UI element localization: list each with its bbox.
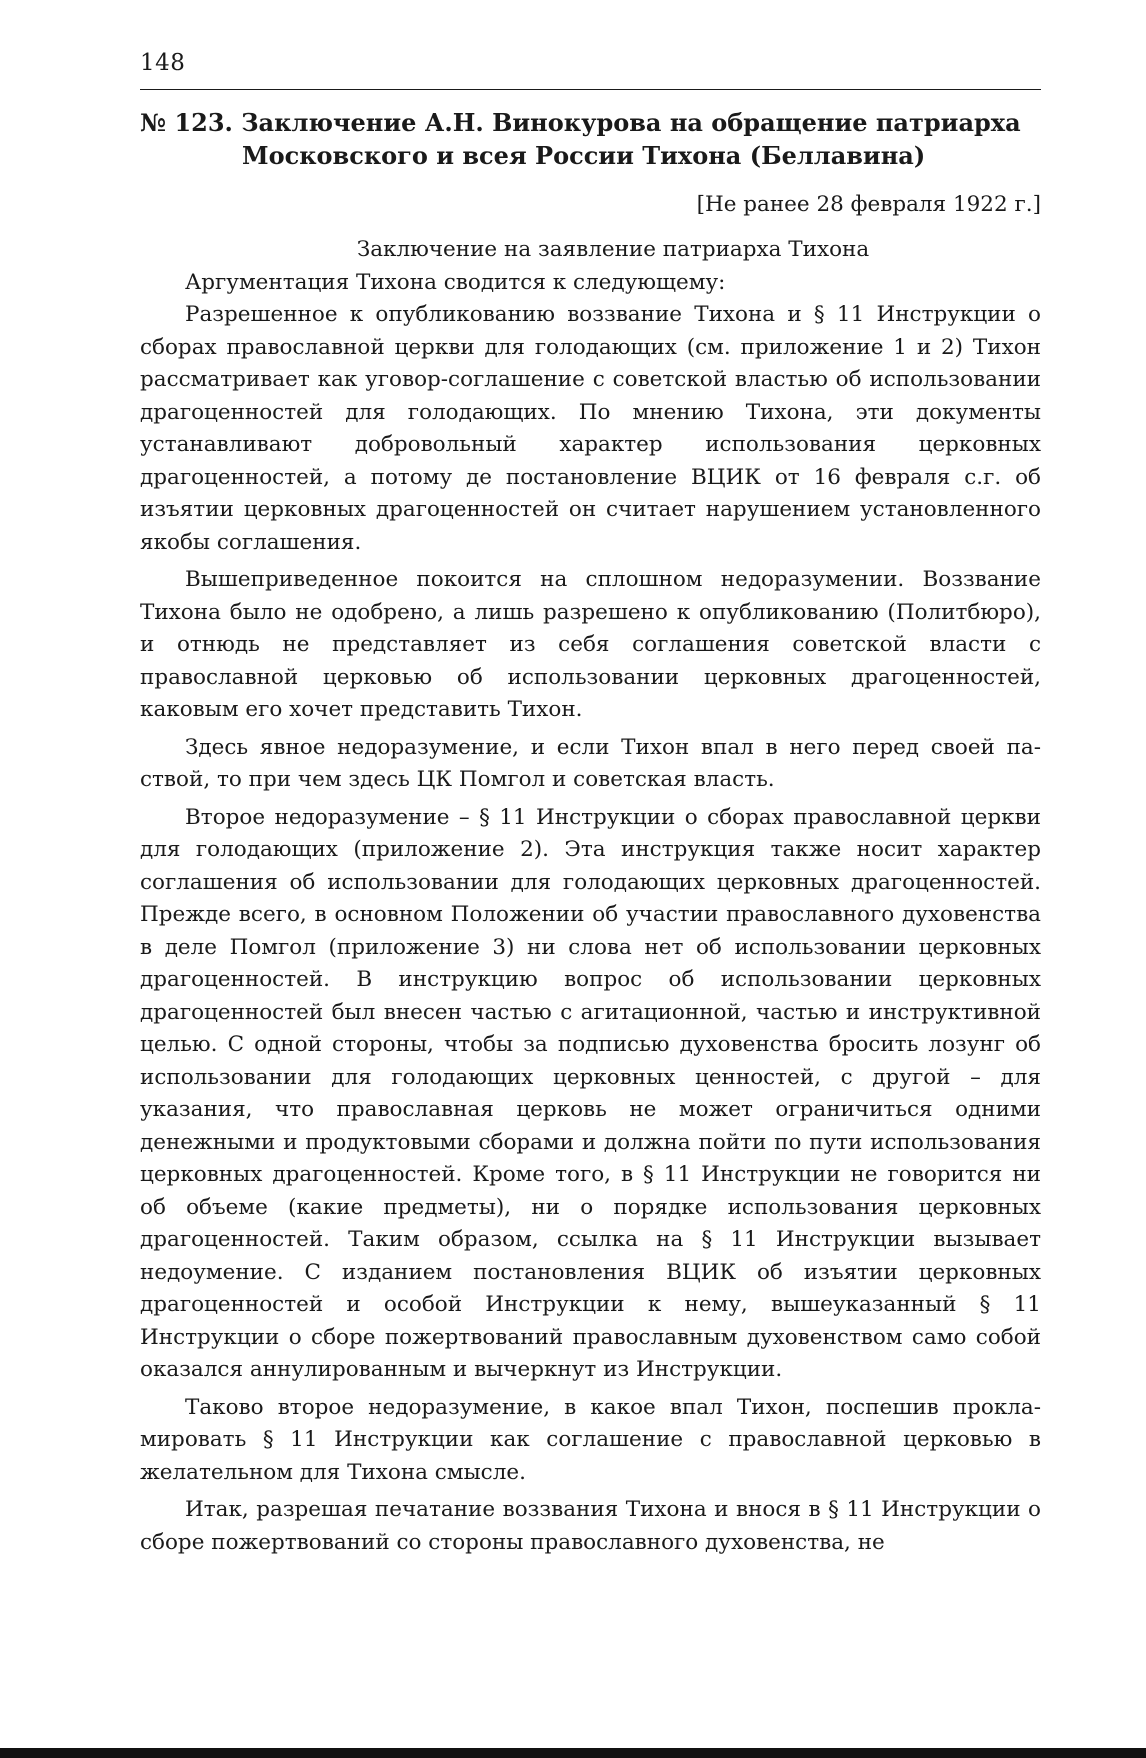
document-date: [Не ранее 28 февраля 1922 г.] <box>696 192 1041 217</box>
paragraph: Второе недоразумение – § 11 Инструкции о сборах православной церкви для голодающих (приложение 2). Эта инструкция также носит характер соглашения об использовании для голодающих церковных драгоценностей. Прежде всего, в основном Положении об участии православного духовенства в деле Помгол (приложение 3) ни слова нет об использовании церковных драгоценностей. В инструкцию вопрос об использовании церковных драгоценностей был внесен частью с агитационной, частью и инструктивной целью. С одной стороны, чтобы за подписью духовенства бросить лозунг об использовании для голодающих церковных ценностей, с другой – для указания, что православная церковь не может ограничиться одними денежными и продуктовыми сборами и должна пойти по пути использования церковных драгоценностей. Кроме того, в § 11 Инструкции не говорится ни об объеме (какие предметы), ни о порядке использования церковных драгоценностей. Таким образом, ссылка на § 11 Инструкции вызывает недоумение. С изданием постановления ВЦИК об изъятии церковных драгоценностей и особой Инструкции к нему, вышеуказанный § 11 Инструкции о сборе пожертвований православным духовенством само собой оказался аннулированным и вычеркнут из Инструкции. <box>140 804 1041 1382</box>
page-number: 148 <box>140 50 186 76</box>
document-body <box>140 234 1041 1559</box>
document-title <box>140 106 1041 172</box>
document-title-line-1: № 123. Заключение А.Н. Винокурова на обращение патриарха <box>140 108 1021 137</box>
paragraph: Аргументация Тихона сводится к следующему: <box>185 269 726 295</box>
document-subtitle: Заключение на заявление патриарха Тихона <box>356 237 870 262</box>
paragraph: Разрешенное к опубликованию воззвание Тихона и § 11 Инструкции о сборах православной церкви для голодающих (см. приложение 1 и 2) Тихон рассматривает как уговор-соглашение с советской властью об использовании драгоценностей для голодающих. По мнению Тихона, эти документы устанавливают добровольный характер использования церковных драгоценностей, а потому де постановление ВЦИК от 16 февраля с.г. об изъятии церковных драгоценностей он считает нарушением установленного якобы соглашения. <box>140 302 1041 555</box>
bottom-edge <box>0 1748 1146 1758</box>
paragraph: Таково второе недоразумение, в какое впал Тихон, поспешив прокламировать § 11 Инструкции как соглашение с православной церковью в желательном для Тихона смысле. <box>140 1394 1041 1485</box>
paragraph: Вышеприведенное покоится на сплошном недоразумении. Воззвание Тихона было не одобрено, а лишь разрешено к опубликованию (Политбюро), и отнюдь не представляет из себя соглашения советской власти с православной церковью об использовании церковных драгоценностей, каковым его хочет представить Тихон. <box>140 567 1041 722</box>
paragraph: Итак, разрешая печатание воззвания Тихона и внося в § 11 Инструкции о сборе пожертвований со стороны православного духовенства, не <box>140 1497 1041 1555</box>
paragraph: Здесь явное недоразумение, и если Тихон впал в него перед своей паствой, то при чем здесь ЦК Помгол и советская власть. <box>140 734 1041 792</box>
document-title-line-2: Московского и всея России Тихона (Беллавина) <box>242 141 926 170</box>
header-rule <box>140 89 1041 90</box>
